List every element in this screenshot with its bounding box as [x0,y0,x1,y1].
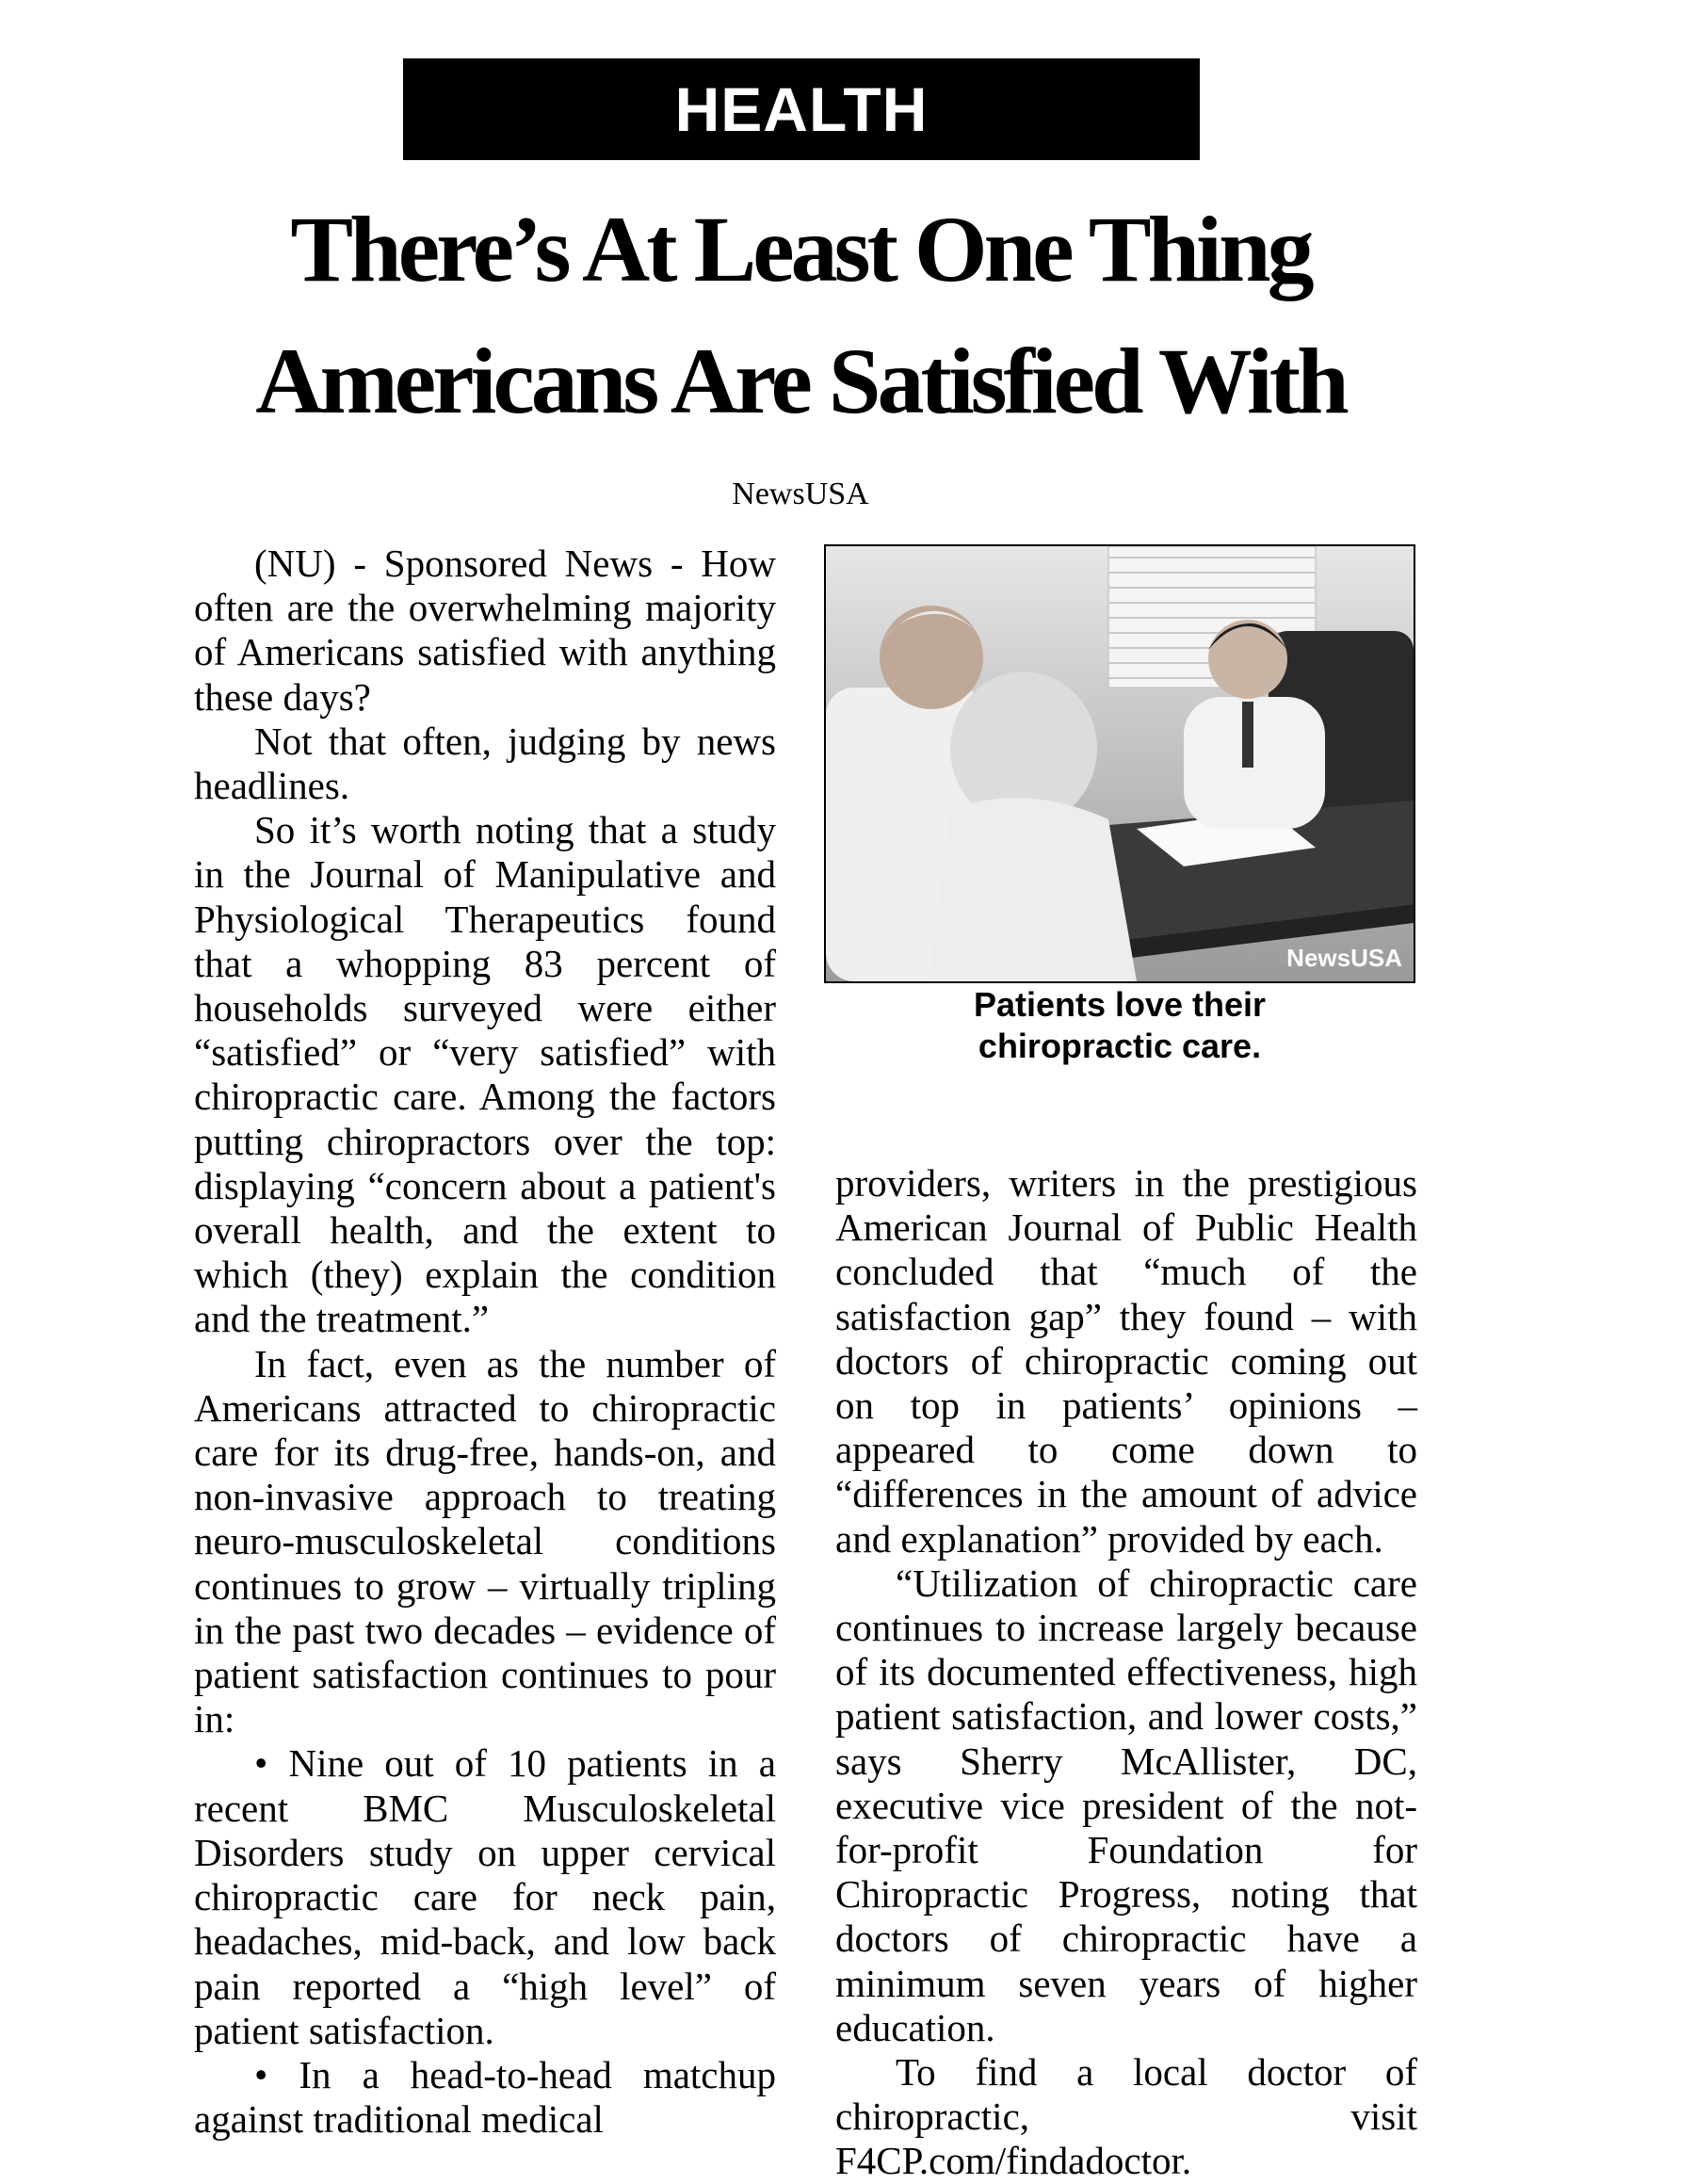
article-column-left [194,542,776,2142]
headline [141,184,1460,447]
photo-caption [824,984,1415,1067]
paragraph-continued: providers, writers in the prestigious American Journal of Public Health concluded that “much of the satisfaction gap” they found – with doctors of chiropractic coming out on top in patients’ opinions – appeared to come down to “differences in the amount of advice and explanation” provided by each. [835,1161,1417,1561]
photo-credit: NewsUSA [1286,944,1402,972]
paragraph-quote: “Utilization of chiropractic care continues to increase largely because of its documented effectiveness, high patient satisfaction, and lower costs,” says Sherry McAllister, DC, executive vice president of the not-for-profit Foundation for Chiropractic Progress, noting that doctors of chiropractic have a minimum seven years of higher education. [835,1561,1417,2049]
caption-line-2: chiropractic care. [978,1027,1262,1065]
paragraph: In fact, even as the number of Americans attracted to chiropractic care for its drug-free, hands-on, and non-invasive approach to treating neuro-musculoskeletal conditions continues to grow – virtually tripling in the past two decades – evidence of patient satisfaction continues to pour in: [194,1341,776,1741]
paragraph-closing: To find a local doctor of chiropractic, visit F4CP.com/findadoctor. [835,2050,1417,2183]
paragraph-intro: (NU) - Sponsored News - How often are the overwhelming majority of Americans satisfied with anything these days? [194,542,776,719]
byline: NewsUSA [732,477,869,511]
photo-illustration [826,546,1414,981]
headline-line-1: There’s At Least One Thing [290,197,1311,301]
article-column-right [835,1161,1417,2184]
caption-line-1: Patients love their [973,985,1267,1024]
bullet-paragraph: • Nine out of 10 patients in a recent BMC Musculoskeletal Disorders study on upper cervical chiropractic care for neck pain, headaches, mid-back, and low back pain reported a “high level” of patient satisfaction. [194,1741,776,2052]
bullet-paragraph: • In a head-to-head matchup against traditional medical [194,2052,776,2142]
article-photo [824,544,1415,983]
paragraph: Not that often, judging by news headlines. [194,719,776,808]
paragraph: So it’s worth noting that a study in the Journal of Manipulative and Physiological Therapeutics found that a whopping 83 percent of households surveyed were either “satisfied” or “very satisfied” with chiropractic care. Among the factors putting chiropractors over the top: displaying “concern about a patient's overall health, and the extent to which (they) explain the condition and the treatment.” [194,808,776,1341]
section-banner: HEALTH [403,58,1200,160]
headline-line-2: Americans Are Satisfied With [255,329,1346,433]
